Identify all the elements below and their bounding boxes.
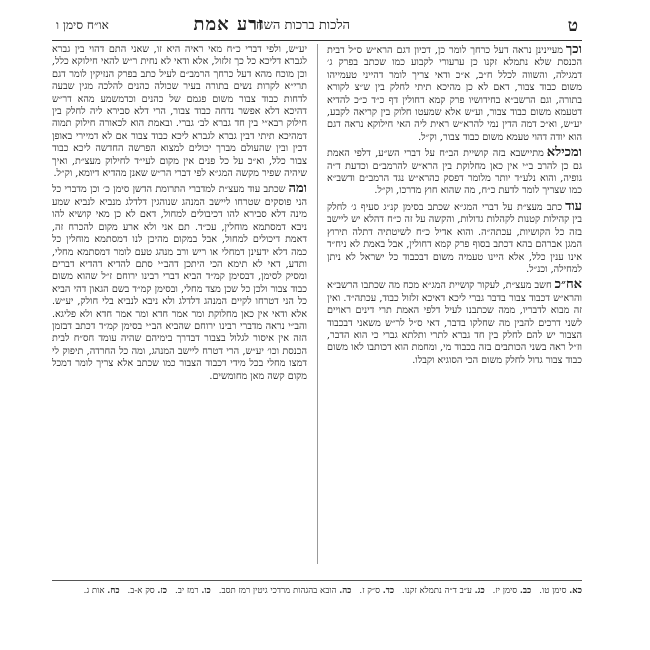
footnote-text: ע״ב ד״ה נתמלא זקנו. bbox=[402, 586, 475, 596]
paragraph-lead-word: ומה bbox=[288, 181, 307, 197]
footnote-mark: כב. bbox=[519, 586, 532, 596]
siman-label: או״ח סימן ו bbox=[56, 18, 109, 32]
paragraph-text: יע״ש, ולפי דברי כ״ח מאי ראיה היא זו, שאני התם דהוי בין גברא לגברא דליכא כל כך זלזול, אלא ודאי לא נחית ר״ש להאי חילוקא כלל, וכן מוכח מהא דעל כרחך הרמב״ם לעיל כתב בפרק הנזיקין לומר דגם תרי״א לקרות נשים בתורה בעיר שכולה כהנים להלכה מגין שבעה לדחות כבוד צבור משום פגמם של כהנים וכדמשמע מהא דר״ש דהיכא דלא אפשר נדחה כבוד צבור, הרי דלא סבירא ליה לחלק בין חילוק רבא״י בין חד גברא לב׳ גברי. ובאמת הוא לכאורה חילוק תמוה דמהיכא תיתי דבין גברא לגברא ליכא כבוד צבור אם לא דמיירי באופן דבין ובין שהעולם מברך יכולים למצוא הפרשה החדשה ליכא כבוד צבור כלל, וא״כ על כל פנים אין מקום לעי״ד לחילוק מעצ״ת, ואיך שיהיה שפיר מקשה המג״א לפי דברי הר״ש שאנן מהדיא דיומא, וק״ל. bbox=[52, 44, 307, 180]
paragraph-lead-word: עוד bbox=[565, 198, 582, 214]
paragraph-text: מעיינינן נראה דעל כרחך לומר כן, דכיון דגם הרא״ש ס״ל דבית הכנסת שלא נתמלא זקנו כן ערעורי לקבוע כמו שכתב בפרק ג׳ דמגילה, והשווה לכלל ח״ב, א״כ ודאי צריך לומר דהייני טעמייהו משום כבוד צבור, דאם לא כן מהיכא תיתי לחלק בין ש״צ לקורא בתורה, וגם הרשב״א בחידושיו פרק קמא דחולין דף כ״ד כ״כ להדיא דטעמא משום כבוד צבור, וע״ש אלא שמעטו חלוק בין קריאה לקבע, יע״ש, וא״כ דמה הדין נמי להרא״ש ראית ליה האי חילוקא נראה דגם הוא יודה דהוי טעמא משום כבוד צבור, וק״ל. bbox=[327, 45, 582, 143]
column-divider bbox=[317, 44, 318, 564]
left-column bbox=[52, 44, 307, 564]
paragraph-lead-word: וכך bbox=[565, 44, 582, 57]
paragraph bbox=[327, 279, 582, 367]
footnote bbox=[359, 586, 394, 596]
page-header bbox=[52, 14, 582, 41]
footnote bbox=[402, 586, 485, 596]
footnote-text: הובא בהגהות מרדכי גיטין רמז תסב. bbox=[218, 586, 340, 596]
footnote-text: אות ג. bbox=[83, 586, 108, 596]
footnote bbox=[219, 586, 352, 596]
footnote-text: רמז יב. bbox=[175, 586, 202, 596]
document-page bbox=[52, 14, 582, 626]
footnote-mark: כג. bbox=[474, 586, 485, 596]
footnote-text: סימן טו. bbox=[539, 586, 570, 596]
footnote bbox=[84, 586, 120, 596]
footnote bbox=[175, 586, 211, 596]
footnotes bbox=[52, 580, 582, 625]
footnote bbox=[493, 586, 532, 596]
footnote-mark: כד. bbox=[382, 586, 395, 596]
paragraph bbox=[52, 183, 307, 383]
section-title: הלכות ברכות השחר bbox=[249, 18, 350, 33]
paragraph bbox=[327, 198, 582, 276]
paragraph-text: שכתב עוד מעצ״ת למדברי התרומת הדשן סימן כ׳ וכן מדברי כל הני פוסקים שטרחו ליישב המנהג שנוהגין דלדלג מנביא לנביא שמע מינה דלא סבירא להו דכיבולים למחול, דאם לא כן מאי קושיא להו ניבא דמסתמא מוחלין, עכ״ד. תם אני ולא ארע מקום להכרח זה, דאמת דיכולים למחול, אבל במקום מהיכן לנו דמסתמא מוחלין כל כמה דלא ידעינן דמחלי או ריש ורב מנהג טעם לומר דמסתמא מחלי, ותדע, דאי לא תימא הכי היתכן דהב״י סתם להדיא דהדיא דברים ומסיק לסימן, דבסימן קמ״ד הביא דברי רבינו ירוחם ז״ל שהוא משום כבוד צבור ולכן כל שכן מצד מחלי, ובסימן קמ״ד בשם הגאון דהי הביא כל הני דטרחו לקיים המנהג דלדלג ולא ניבא לנביא בלי חולק, יע״ש. אלא ודאי אין כאן מחלוקת ומר אמר חדא ומר אמר חדא ולא פליגא. והב״י נראה מדברי רבינו ירוחם שהביא הב״י בסימן קמ״ד דכתב דבזמן הזה אין איסור לגלול בצבור דבדרך בימיהם שהיה עומד חס״ח לבית הכנסת וכו׳ יע״ש, הרי דטרח ליישב המנהג, ומה כל החרדה, תיפוק לי דמצו מחלי בכל מידי דכבוד הצבור כמו שכתב אלא צריך לומר דמכל מקום קשה מאן מחומשים. bbox=[52, 184, 307, 382]
text-columns bbox=[52, 44, 582, 564]
footnote-mark: כז. bbox=[157, 586, 168, 596]
footnote-text: סימן יז. bbox=[492, 586, 520, 596]
footnote-mark: כח. bbox=[107, 586, 120, 596]
footnote-mark: כו. bbox=[201, 586, 211, 596]
paragraph-lead-word: אח״כ bbox=[554, 277, 582, 293]
paragraph-text: חשב מעצ״ת, לעקור קושיית המג״א מכח מה שכתבו הרשב״א והרא״ש דכבוד צבור בדבר גברי ליכא דאיכא זלזול כבוד, עכתה״ד. ואין זה מבוא לדבריו, ממה שכתבנו לעיל דלפי האמת תרי דינים ראויים לשני דרכים להבין מה שחלקו בדבר, דאי ס״ל לר״ש משאני דבכבוד הצבור יש להם לחלק בין חד גברא לתרי ותלתא גברי כי הוא הדבר, וז״ל ראה בשני הכותבים בזה בכבוד מי, ומחמת הוא דכותבו לאו משום כבוד צבור גדול לחלק משום הכי הסוגיא וקבלו. bbox=[327, 280, 582, 366]
paragraph bbox=[52, 44, 307, 180]
footnote-mark: כה. bbox=[339, 586, 352, 596]
paragraph-text: כתב מעצ״ת על דברי המג״א שכתב בסימן קנ״ג סעיף ג׳ לחלק בין קהילות קטנות לקהלות גדולות, והקשה על זה כ״ח דהלא יש ליישב בזה כל הקושיות, עכתה״ה. והוא אדיל כ״ח לשיטתיה דתלה תירוץ המגן אברהם בהא דכתב בסוף פרק קמא דחולין, אבל באמת לא ניח״ד אינו ענין כלל, אלא היינו טעמיה משום דבכבוד כל ישראל לא ניתן למחילה, וכנ״ל. bbox=[327, 201, 582, 275]
footnote-text: ס״ק ז. bbox=[359, 586, 383, 596]
footnote-text: סק א-ב. bbox=[127, 586, 158, 596]
paragraph bbox=[327, 44, 582, 144]
footnote bbox=[539, 586, 582, 596]
paragraph-lead-word: ומכילא bbox=[546, 145, 582, 161]
page-number: ט bbox=[567, 16, 578, 36]
footnote-mark: כא. bbox=[569, 586, 582, 596]
paragraph-text: מתיישבא בזה קושיית הב״ח על דברי הש״ע, דלפי האמת גם כן להרב ב״י אין כאן מחלוקת בין הרא״ש להרמב״ם וכדעת ד״ה גופיה, והוא נלע״ד יותר מלומר דפסק כהרא״ש נגד הרמב״ם ודשב״א כמו שצריך לומר לדעת כ״ח, מה שהוא חוץ מדרכו, וק״ל. bbox=[327, 148, 582, 197]
right-column bbox=[327, 44, 582, 564]
book-title: זרע אמת bbox=[193, 14, 264, 35]
footnote bbox=[128, 586, 167, 596]
paragraph bbox=[327, 147, 582, 198]
